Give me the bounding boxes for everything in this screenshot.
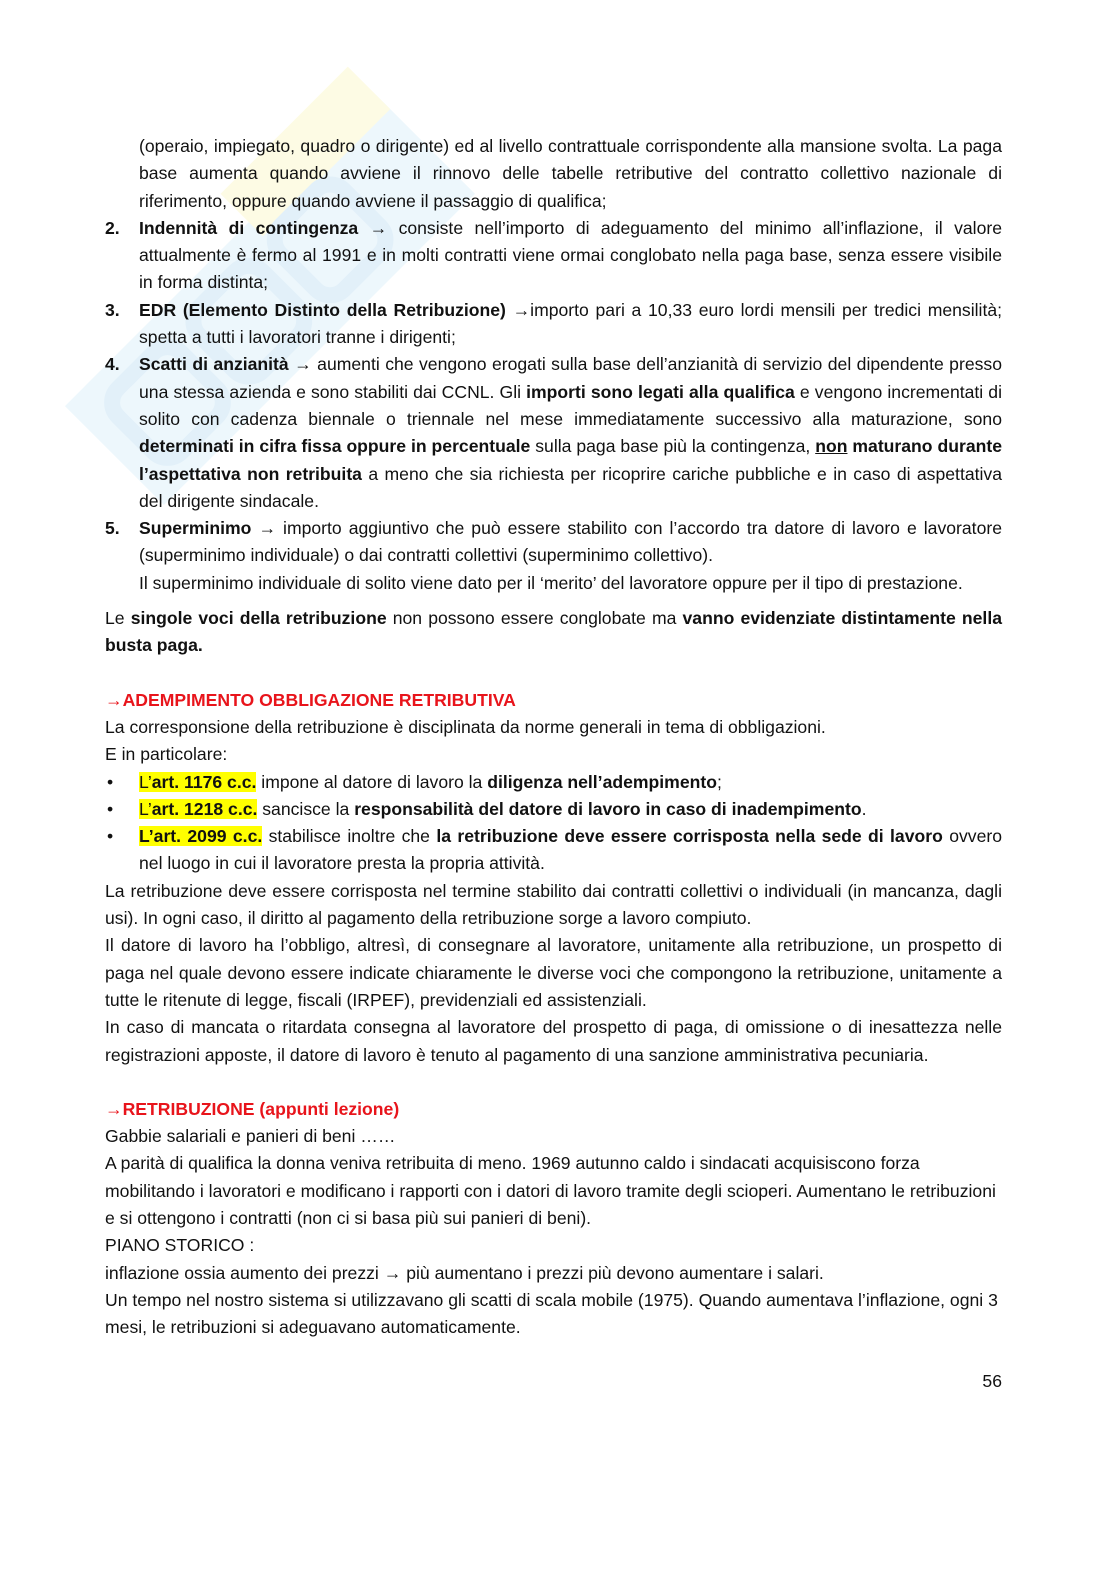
text-run: L’art. 2099 c.c. (139, 826, 263, 847)
text-run: vanno evidenziate distintamente nella busta paga. (105, 608, 1002, 656)
text-run: stabilisce inoltre che (262, 826, 437, 847)
list-number: 4. (105, 354, 120, 375)
section-intro-2: E in particolare: (105, 744, 228, 765)
text-run: art. 1176 c.c. (151, 771, 257, 792)
list-item-continuation (105, 133, 1002, 215)
paragraph: Il datore di lavoro ha l’obbligo, altresì, di consegnare al lavoratore, unitamente alla retribuzione, un prospetto di paga nel quale devono essere indicate chiaramente le diverse voci che compongono la retribuzione, unitamente a tutte le ritenute di legge, fiscali (IRPEF), previdenziali ed assistenziali. (105, 935, 1002, 1010)
section-heading-retribuzione: →RETRIBUZIONE (appunti lezione) (105, 1098, 400, 1119)
text-run: L’ (139, 798, 152, 819)
section-intro: La corresponsione della retribuzione è disciplinata da norme generali in tema di obbligazioni. (105, 716, 826, 737)
list-number: 3. (105, 299, 120, 320)
paragraph: La retribuzione deve essere corrisposta nel termine stabilito dai contratti collettivi o individuali (in mancanza, dagli usi). In ogni caso, il diritto al pagamento della retribuzione sorge a lavoro compiuto. (105, 880, 1002, 929)
text-run: a meno che sia richiesta per ricoprire cariche pubbliche e in caso di aspettativa del dirigente sindacale. (139, 463, 1002, 511)
notes-line: Gabbie salariali e panieri di beni …… (105, 1126, 396, 1147)
text-run: EDR (Elemento Distinto della Retribuzione) (139, 299, 513, 320)
bullet-item (105, 769, 1002, 796)
bullet-item (105, 796, 1002, 823)
text-run: → importo aggiuntivo che può essere stabilito con l’accordo tra datore di lavoro e lavoratore (superminimo individuale) o dai contratti collettivi (superminimo collettivo). (139, 518, 1002, 566)
text-run: non (815, 436, 848, 457)
paragraph: In caso di mancata o ritardata consegna al lavoratore del prospetto di paga, di omissione o di inesattezza nelle registrazioni apposte, il datore di lavoro è tenuto al pagamento di una sanzione amministrativa pecuniaria. (105, 1017, 1002, 1065)
bullet-item (105, 823, 1002, 878)
text-run: art. 1218 c.c. (151, 798, 258, 819)
text-run: consiste nell’importo di adeguamento del minimo all’inflazione, il valore attualmente è fermo al 1991 e in molti contratti viene ormai conglobato nella paga base, senza essere visibile in forma distinta; (139, 217, 1003, 293)
bullet-icon: • (107, 771, 114, 792)
numbered-list-item (105, 297, 1002, 352)
list-number: 5. (105, 518, 120, 539)
text-run: importi sono legati alla qualifica (526, 381, 795, 402)
text-run: Indennità di contingenza → (139, 217, 399, 238)
notes-line: PIANO STORICO : (105, 1235, 255, 1256)
bullet-icon: • (107, 826, 114, 847)
text-run: Le (105, 608, 131, 629)
summary-paragraph (105, 605, 1002, 660)
text-run: impone al datore di lavoro la (256, 771, 488, 792)
text-run: →importo pari a 10,33 euro lordi mensili per tredici mensilità; spetta a tutti i lavoratori tranne i dirigenti; (139, 299, 1002, 348)
text-run: e vengono incrementati di solito con cadenza biennale o triennale nel mese immediatamente successivo alla maturazione, sono (139, 381, 1003, 429)
text-run: L’ (139, 771, 152, 792)
text-run: determinati in cifra fissa oppure in percentuale (139, 436, 531, 457)
text-run: sulla paga base più la contingenza, (530, 436, 816, 457)
text-run: (operaio, impiegato, quadro o dirigente) ed al livello contrattuale corrispondente alla mansione svolta. La paga base aumenta quando avviene il rinnovo delle tabelle retributive del contratto collettivo nazionale di riferimento, oppure quando avviene il passaggio di qualifica; (139, 136, 1002, 211)
list-number: 2. (105, 217, 120, 238)
text-run: ; (716, 771, 722, 792)
numbered-list-item (105, 515, 1002, 597)
text-run: la retribuzione deve essere corrisposta nella sede di lavoro (436, 826, 943, 847)
text-run: responsabilità del datore di lavoro in caso di inadempimento (354, 798, 862, 819)
text-run: non possono essere conglobate ma (386, 608, 683, 629)
bullet-icon: • (107, 798, 114, 819)
numbered-list-item (105, 215, 1002, 297)
notes-line: inflazione ossia aumento dei prezzi → più aumentano i prezzi più devono aumentare i salari. (105, 1262, 824, 1283)
text-run: sancisce la (257, 798, 355, 819)
text-run: Superminimo (139, 518, 259, 539)
text-run: Scatti di anzianità (139, 354, 295, 375)
text-run: . (861, 798, 867, 819)
text-run: ovvero nel luogo in cui il lavoratore presta la propria attività. (139, 826, 1003, 874)
section-heading-adempimento: →ADEMPIMENTO OBBLIGAZIONE RETRIBUTIVA (105, 689, 516, 710)
text-run: → aumenti che vengono erogati sulla base dell’anzianità di servizio del dipendente presso una stessa azienda e sono stabiliti dai CCNL. Gli (139, 354, 1002, 402)
numbered-list-item (105, 351, 1002, 515)
document-body (105, 133, 1002, 1341)
text-run: diligenza nell’adempimento (487, 771, 717, 792)
text-run: maturano durante l’aspettativa non retribuita (139, 436, 1002, 484)
notes-line: Un tempo nel nostro sistema si utilizzavano gli scatti di scala mobile (1975). Quando aumentava l’inflazione, ogni 3 mesi, le retribuzioni si adeguavano automaticamente. (105, 1289, 998, 1338)
notes-line: A parità di qualifica la donna veniva retribuita di meno. 1969 autunno caldo i sindacati acquisiscono forza mobilitando i lavoratori e modificano i rapporti con i datori di lavoro tramite degli scioperi. Aumentano le retribuzioni e si ottengono i contratti (non ci si basa più sui panieri di beni). (105, 1153, 996, 1228)
page-number: 56 (982, 1371, 1002, 1392)
list-item-extra: Il superminimo individuale di solito viene dato per il ‘merito’ del lavoratore oppure per il tipo di prestazione. (139, 572, 963, 593)
text-run: singole voci della retribuzione (130, 608, 387, 629)
